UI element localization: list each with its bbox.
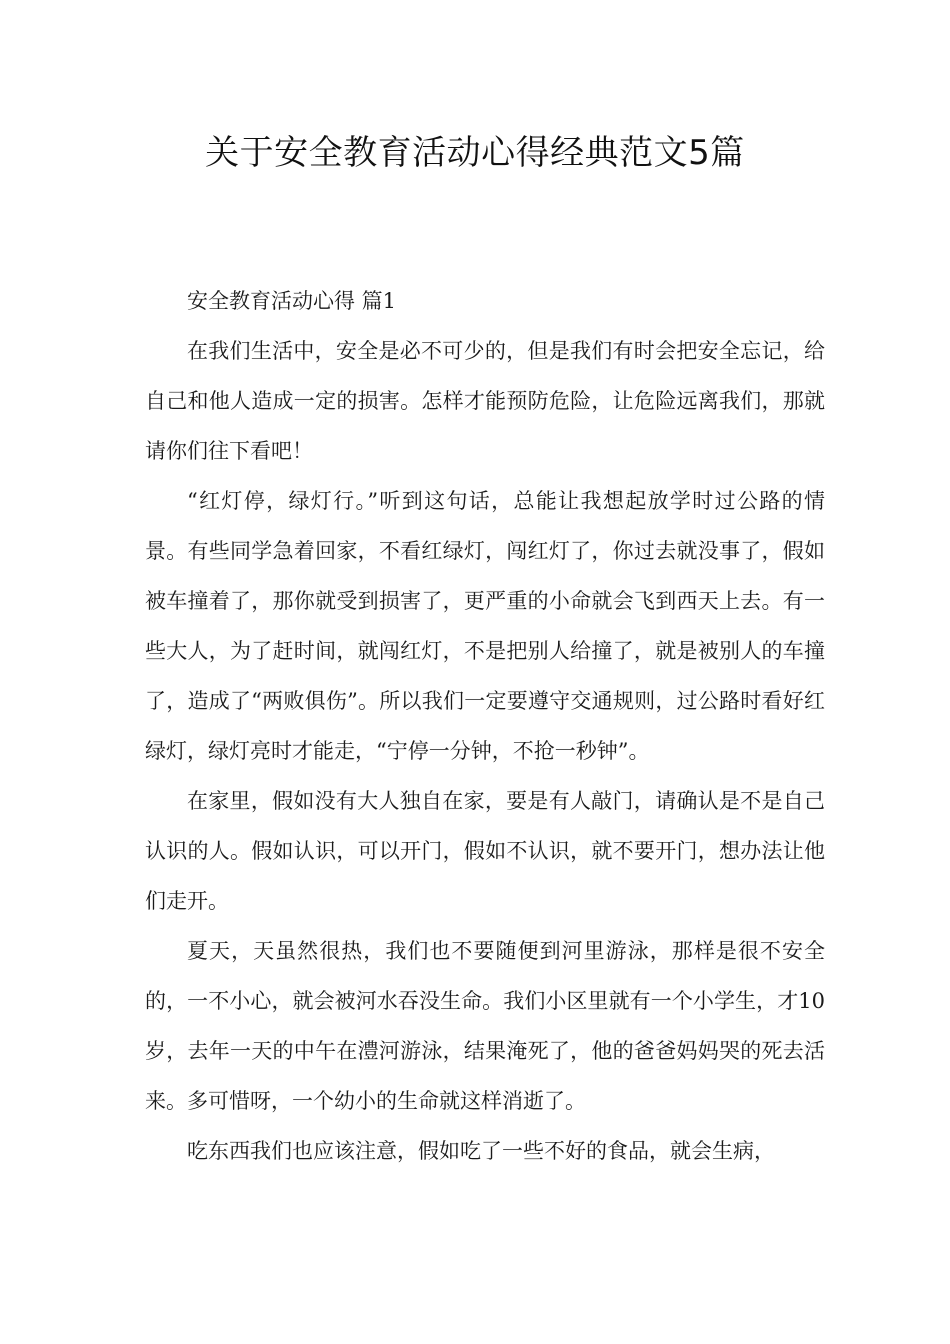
section-heading: 安全教育活动心得 篇1 xyxy=(187,289,397,313)
document-body xyxy=(145,276,825,1176)
document-title: 关于安全教育活动心得经典范文5篇 xyxy=(205,133,745,173)
paragraph-traffic: “红灯停，绿灯行。”听到这句话，总能让我想起放学时过公路的情景。有些同学急着回家，不看红绿灯，闯红灯了，你过去就没事了，假如被车撞着了，那你就受到损害了，更严重的小命就会飞到西天上去。有一些大人，为了赶时间，就闯红灯，不是把别人给撞了，就是被别人的车撞了，造成了“两败俱伤”。所以我们一定要遵守交通规则，过公路时看好红绿灯，绿灯亮时才能走，“宁停一分钟，不抢一秒钟”。 xyxy=(145,489,825,763)
paragraph-food: 吃东西我们也应该注意，假如吃了一些不好的食品，就会生病， xyxy=(187,1139,775,1163)
paragraph-home: 在家里，假如没有大人独自在家，要是有人敲门，请确认是不是自己认识的人。假如认识，可以开门，假如不认识，就不要开门，想办法让他们走开。 xyxy=(145,789,825,913)
paragraph-intro: 在我们生活中，安全是必不可少的，但是我们有时会把安全忘记，给自己和他人造成一定的损害。怎样才能预防危险，让危险远离我们，那就请你们往下看吧！ xyxy=(145,339,825,463)
paragraph-swimming: 夏天，天虽然很热，我们也不要随便到河里游泳，那样是很不安全的，一不小心，就会被河水吞没生命。我们小区里就有一个小学生，才10岁，去年一天的中午在澧河游泳，结果淹死了，他的爸爸妈妈哭的死去活来。多可惜呀，一个幼小的生命就这样消逝了。 xyxy=(145,939,825,1113)
